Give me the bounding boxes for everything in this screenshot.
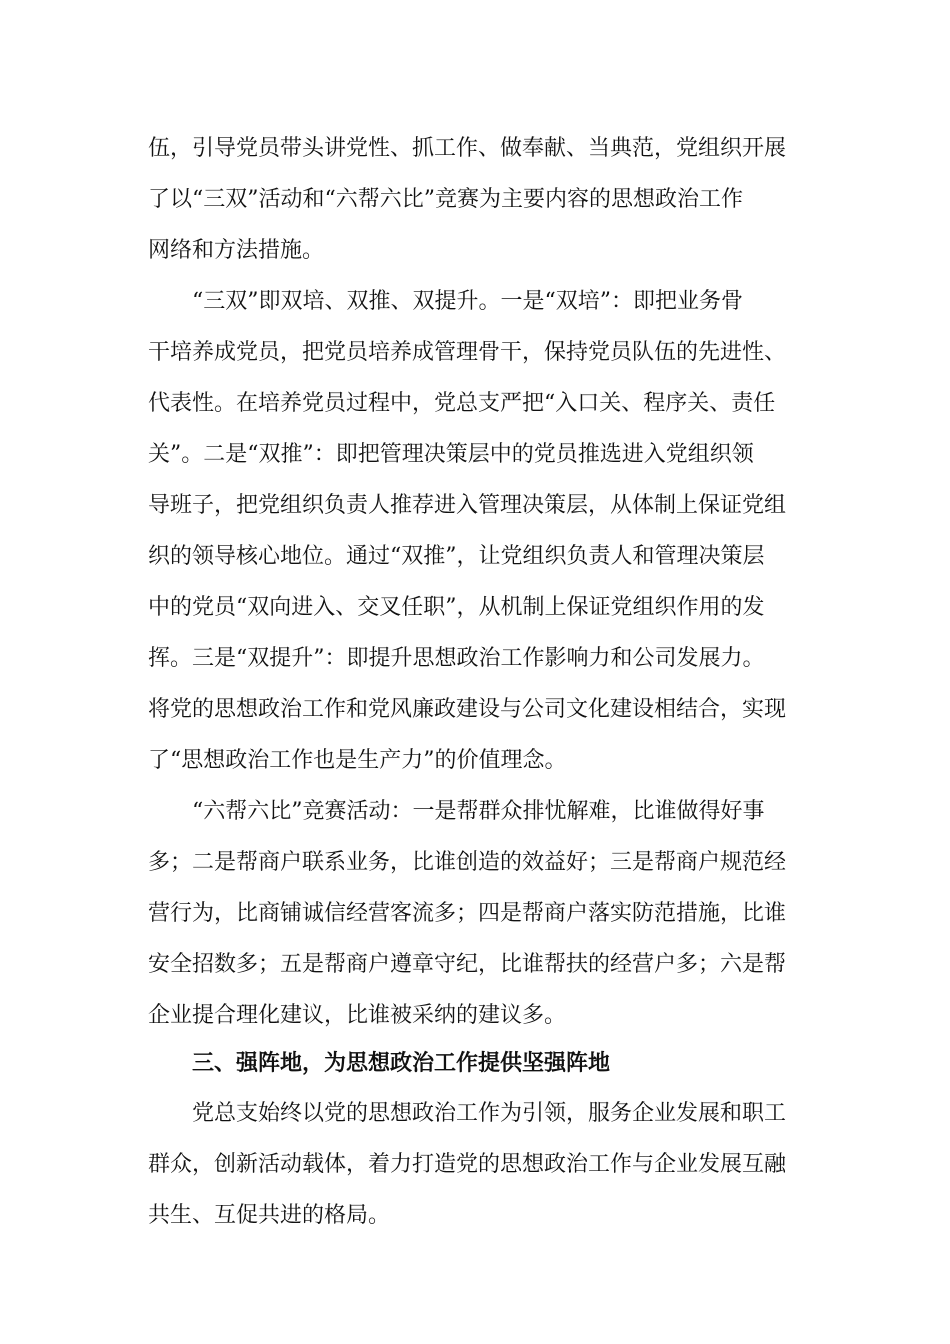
text-line: 关”。二是“双推”：即把管理决策层中的党员推选进入党组织领 [148, 442, 754, 467]
text-line: 党总支始终以党的思想政治工作为引领，服务企业发展和职工 [192, 1101, 787, 1126]
text-line: 营行为，比商铺诚信经营客流多；四是帮商户落实防范措施，比谁 [148, 901, 787, 926]
text-line: 将党的思想政治工作和党风廉政建设与公司文化建设相结合，实现 [148, 697, 787, 722]
text-line: 了以“三双”活动和“六帮六比”竞赛为主要内容的思想政治工作 [148, 187, 743, 212]
text-line: 共生、互促共进的格局。 [148, 1203, 391, 1228]
section-heading: 三、强阵地，为思想政治工作提供坚强阵地 [192, 1050, 611, 1076]
text-line: 安全招数多；五是帮商户遵章守纪，比谁帮扶的经营户多；六是帮 [148, 952, 787, 977]
text-line: 中的党员“双向进入、交叉任职”，从机制上保证党组织作用的发 [148, 595, 765, 620]
text-line: 伍，引导党员带头讲党性、抓工作、做奉献、当典范，党组织开展 [148, 136, 787, 161]
text-line: 企业提合理化建议，比谁被采纳的建议多。 [148, 1003, 567, 1028]
text-line: 干培养成党员，把党员培养成管理骨干，保持党员队伍的先进性、 [148, 340, 787, 365]
text-line: 多；二是帮商户联系业务，比谁创造的效益好；三是帮商户规范经 [148, 850, 787, 875]
text-line: 导班子，把党组织负责人推荐进入管理决策层，从体制上保证党组 [148, 493, 787, 518]
text-line: 代表性。在培养党员过程中，党总支严把“入口关、程序关、责任 [148, 391, 776, 416]
text-line: “三双”即双培、双推、双提升。一是“双培”：即把业务骨 [192, 289, 743, 314]
text-line: 挥。三是“双提升”：即提升思想政治工作影响力和公司发展力。 [148, 646, 765, 671]
text-line: “六帮六比”竞赛活动：一是帮群众排忧解难，比谁做得好事 [192, 799, 765, 824]
text-line: 织的领导核心地位。通过“双推”，让党组织负责人和管理决策层 [148, 544, 765, 569]
text-line: 群众，创新活动载体，着力打造党的思想政治工作与企业发展互融 [148, 1152, 787, 1177]
text-line: 了“思想政治工作也是生产力”的价值理念。 [148, 748, 567, 773]
text-line: 网络和方法措施。 [148, 238, 325, 263]
